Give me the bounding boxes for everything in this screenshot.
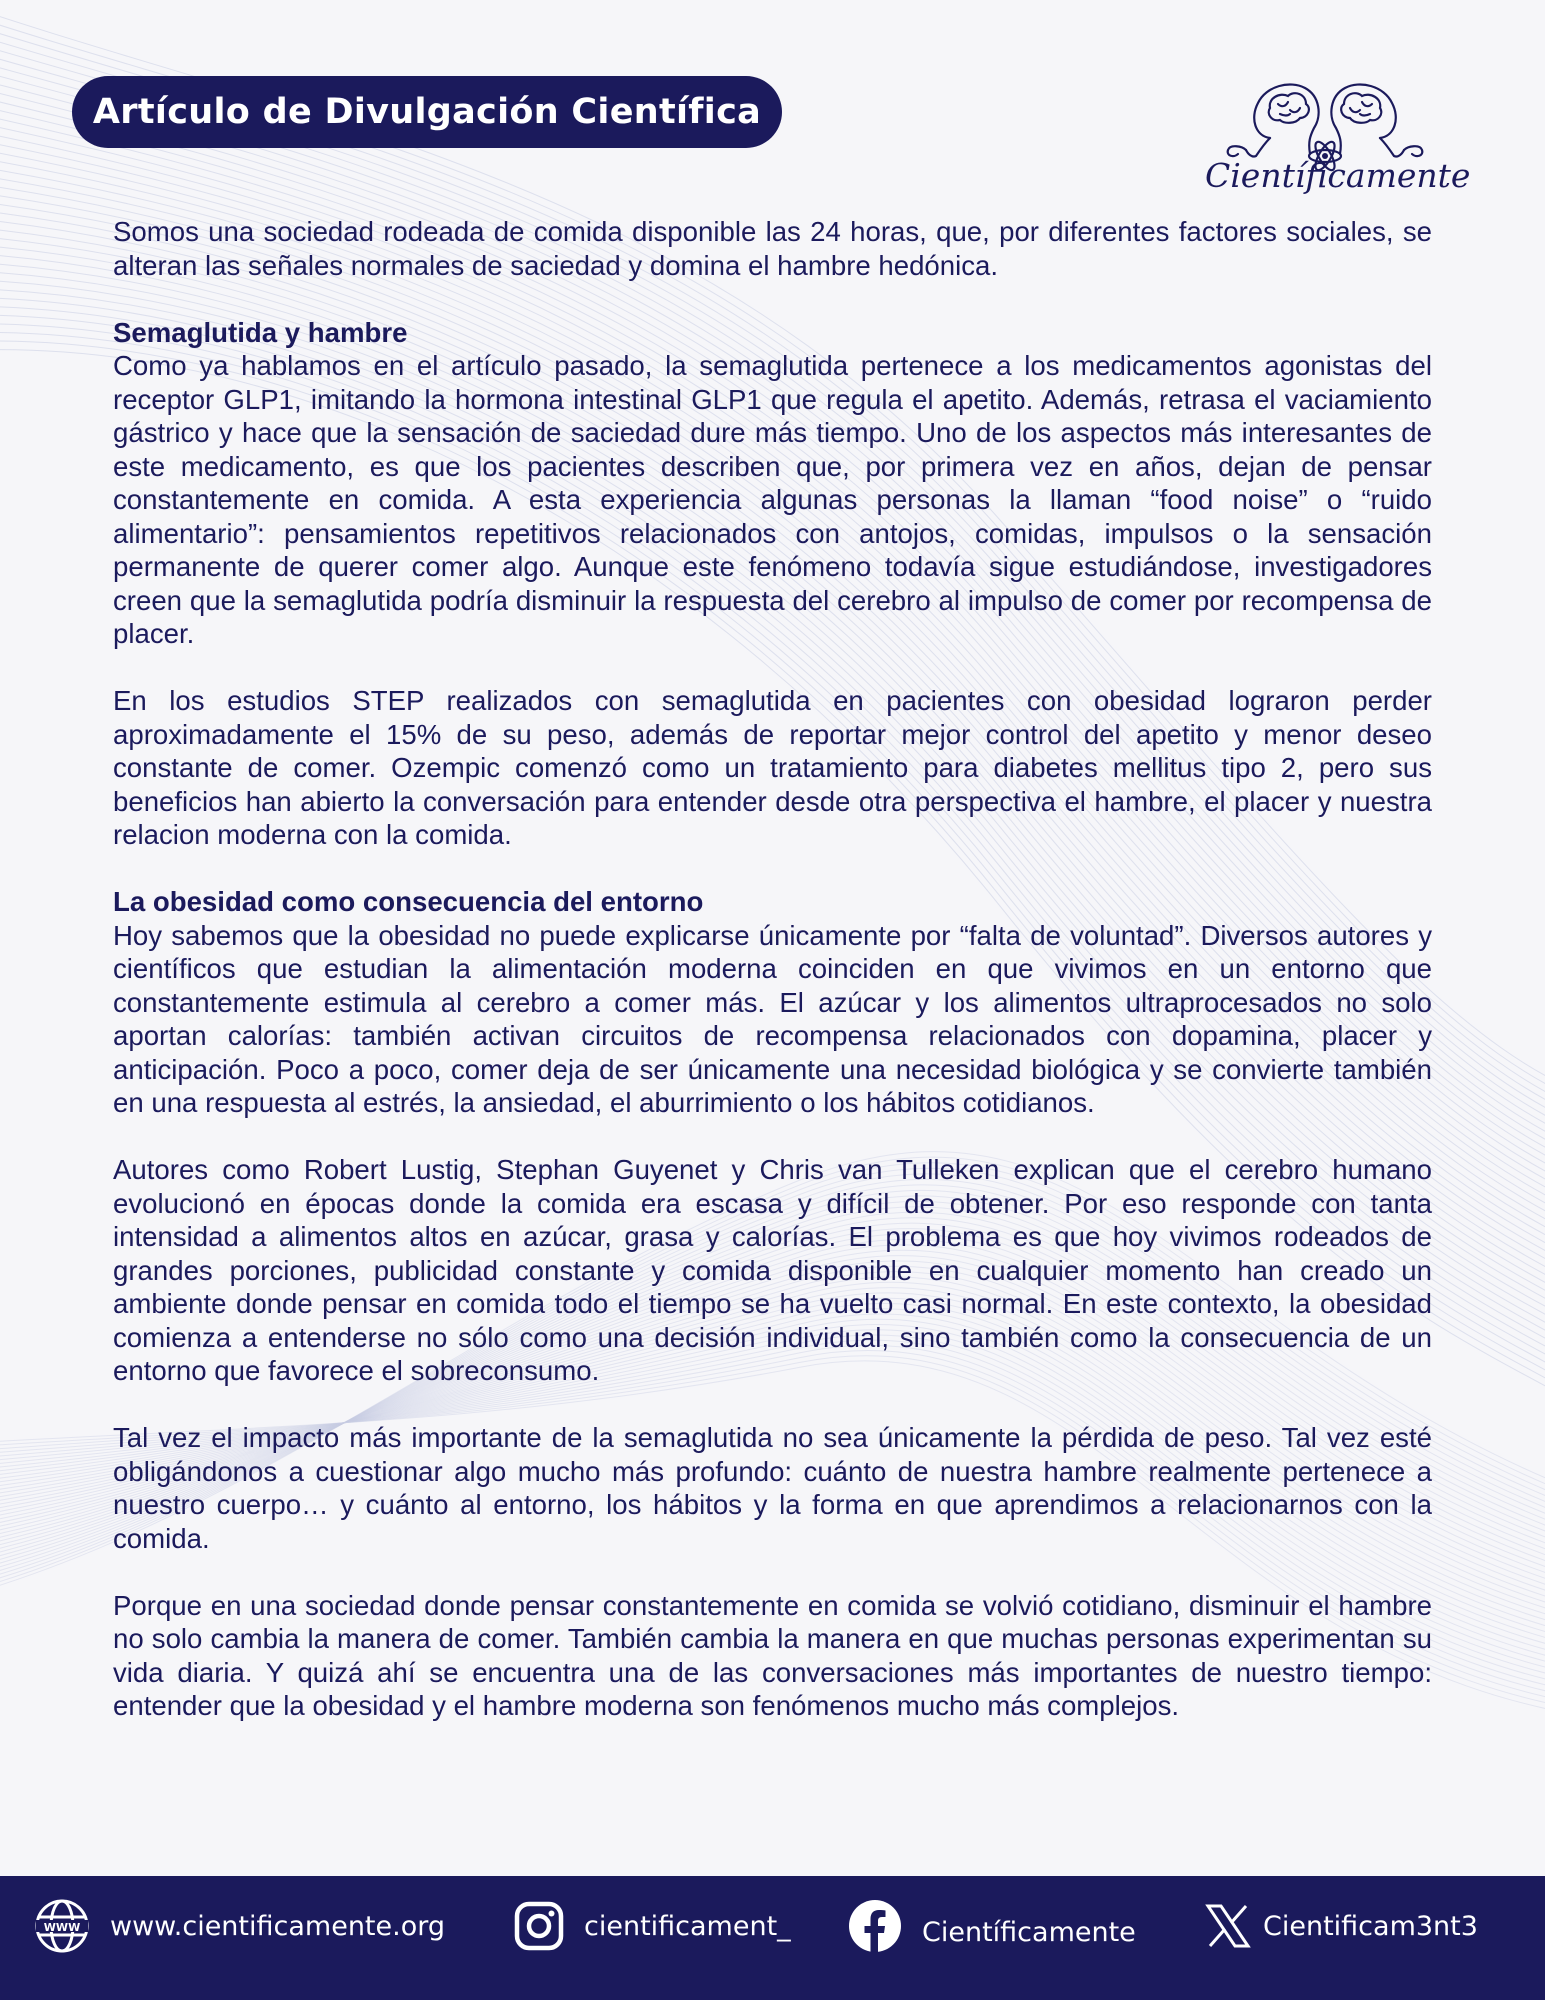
- article-body: [113, 215, 1432, 1756]
- website-label: www.cientificamente.org: [110, 1910, 445, 1942]
- paragraph: Como ya hablamos en el artículo pasado, la semaglutida pertenece a los medicamentos agonistas del receptor GLP1, imitando la hormona intestinal GLP1 que regula el apetito. Además, retrasa el vaciamiento gástrico y hace que la sensación de saciedad dure más tiempo. Uno de los aspectos más interesantes de este medicamento, es que los pacientes describen que, por primera vez en años, dejan de pensar constantemente en comida. A esta experiencia algunas personas la llaman “food noise” o “ruido alimentario”: pensamientos repetitivos relacionados con antojos, comidas, impulsos o la sensación permanente de querer comer algo. Aunque este fenómeno todavía sigue estudiándose, investigadores creen que la semaglutida podría disminuir la respuesta del cerebro al impulso de comer por recompensa de placer.: [113, 350, 1432, 649]
- instagram-link[interactable]: [514, 1876, 791, 1976]
- facebook-link[interactable]: [848, 1876, 1136, 1976]
- facebook-icon: [848, 1899, 902, 1953]
- facebook-label: Científicamente: [922, 1916, 1136, 1948]
- intro-paragraph: Somos una sociedad rodeada de comida disponible las 24 horas, que, por diferentes factores sociales, se alteran las señales normales de saciedad y domina el hambre hedónica.: [113, 216, 1432, 281]
- paragraph: En los estudios STEP realizados con semaglutida en pacientes con obesidad lograron perder aproximadamente el 15% de su peso, además de reportar mejor control del apetito y menor deseo constante de comer. Ozempic comenzó como un tratamiento para diabetes mellitus tipo 2, pero sus beneficios han abierto la conversación para entender desde otra perspectiva el hambre, el placer y nuestra relacion moderna con la comida.: [113, 685, 1432, 850]
- instagram-label: cientificament_: [584, 1910, 791, 1942]
- x-link[interactable]: [1205, 1876, 1478, 1976]
- paragraph: Tal vez el impacto más importante de la semaglutida no sea únicamente la pérdida de peso. Tal vez esté obligándonos a cuestionar algo mucho más profundo: cuánto de nuestra hambre realmente pertenece a nuestro cuerpo… y cuánto al entorno, los hábitos y la forma en que aprendimos a relacionarnos con la comida.: [113, 1422, 1432, 1554]
- svg-text:WWW: WWW: [43, 1921, 81, 1934]
- section-heading: Semaglutida y hambre: [113, 316, 408, 348]
- paragraph: Autores como Robert Lustig, Stephan Guyenet y Chris van Tulleken explican que el cerebro humano evolucionó en épocas donde la comida era escasa y difícil de obtener. Por eso responde con tanta intensidad a alimentos altos en azúcar, grasa y calorías. El problema es que hoy vivimos rodeados de grandes porciones, publicidad constante y comida disponible en cualquier momento han creado un ambiente donde pensar en comida todo el tiempo se ha vuelto casi normal. En este contexto, la obesidad comienza a entenderse no sólo como una decisión individual, sino también como la consecuencia de un entorno que favorece el sobreconsumo.: [113, 1154, 1432, 1386]
- website-link[interactable]: [34, 1876, 445, 1976]
- instagram-icon: [514, 1901, 564, 1951]
- globe-icon: [34, 1898, 90, 1954]
- x-icon: [1205, 1903, 1251, 1949]
- logo-wordmark: Científicamente: [1205, 156, 1471, 195]
- paragraph: Porque en una sociedad donde pensar constantemente en comida se volvió cotidiano, disminuir el hambre no solo cambia la manera de comer. También cambia la manera en que muchas personas experimentan su vida diaria. Y quizá ahí se encuentra una de las conversaciones más importantes de nuestro tiempo: entender que la obesidad y el hambre moderna son fenómenos mucho más complejos.: [113, 1589, 1432, 1721]
- article-type-title: Artículo de Divulgación Científica: [72, 76, 782, 148]
- section-heading: La obesidad como consecuencia del entorno: [113, 886, 704, 917]
- x-label: Cientificam3nt3: [1263, 1910, 1478, 1942]
- footer-bar: [0, 1876, 1545, 2000]
- paragraph: Hoy sabemos que la obesidad no puede explicarse únicamente por “falta de voluntad”. Diversos autores y científicos que estudian la alimentación moderna coinciden en que vivimos en un entorno que constantemente estimula al cerebro a comer más. El azúcar y los alimentos ultraprocesados no solo aportan calorías: también activan circuitos de recompensa relacionados con dopamina, placer y anticipación. Poco a poco, comer deja de ser únicamente una necesidad biológica y se convierte también en una respuesta al estrés, la ansiedad, el aburrimiento o los hábitos cotidianos.: [113, 919, 1432, 1118]
